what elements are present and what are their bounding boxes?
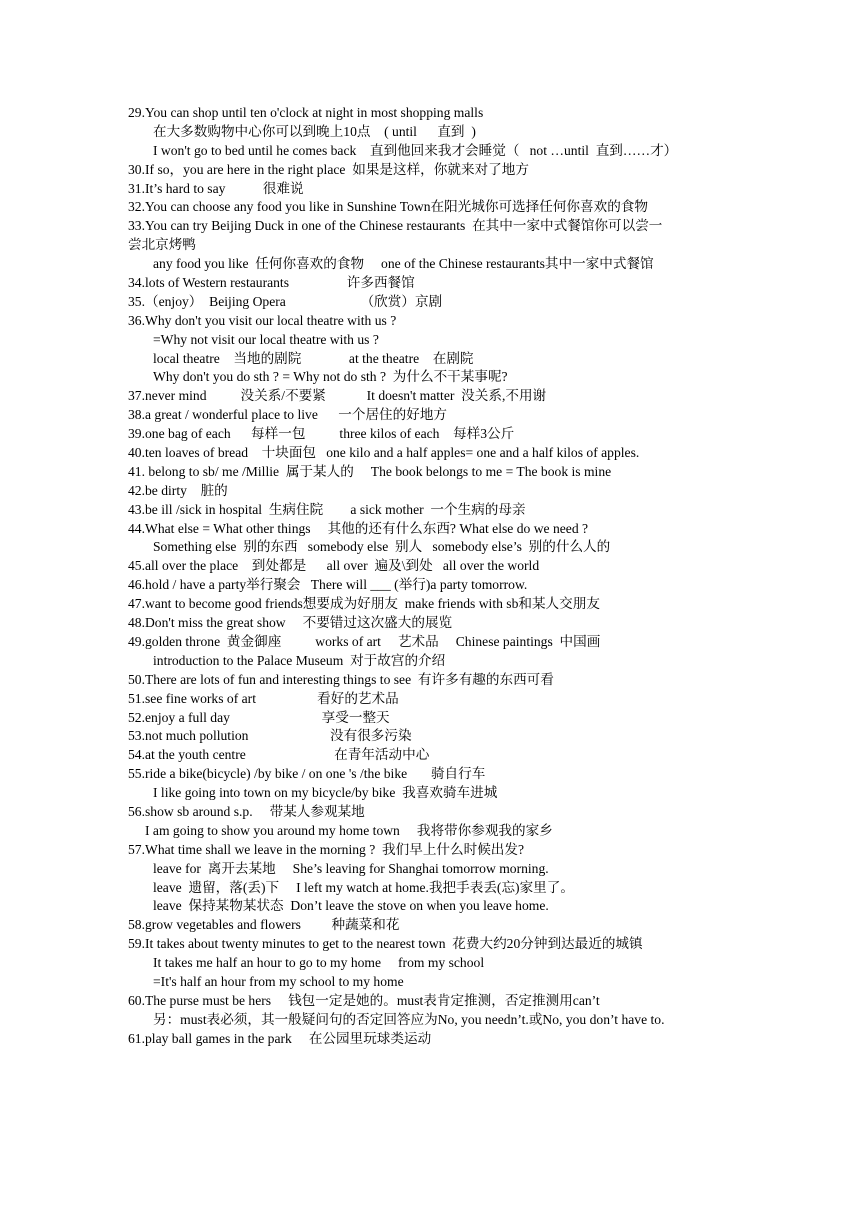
text-line: 36.Why don't you visit our local theatre with us ?: [128, 312, 397, 328]
text-line: It takes me half an hour to go to my home from my school: [153, 955, 485, 971]
text-line: 61.play ball games in the park 在公园里玩球类运动: [128, 1030, 432, 1046]
text-line: I am going to show you around my home town 我将带你参观我的家乡: [145, 822, 553, 838]
text-line: 57.What time shall we leave in the morning ? 我们早上什么时候出发?: [128, 841, 525, 857]
text-line: 31.It’s hard to say 很难说: [128, 180, 304, 196]
text-line: 48.Don't miss the great show 不要错过这次盛大的展览: [128, 615, 453, 631]
text-line: 41. belong to sb/ me /Millie 属于某人的 The book belongs to me = The book is mine: [128, 463, 612, 479]
text-line: 34.lots of Western restaurants 许多西餐馆: [128, 275, 415, 291]
text-line: introduction to the Palace Museum 对于故宫的介绍: [153, 652, 446, 668]
text-line: =Why not visit our local theatre with us ?: [153, 331, 379, 347]
text-line: local theatre 当地的剧院 at the theatre 在剧院: [153, 350, 474, 366]
text-line: 尝北京烤鸭: [128, 237, 196, 253]
text-line: 52.enjoy a full day 享受一整天: [128, 709, 390, 725]
text-line: 30.If so，you are here in the right place 如果是这样，你就来对了地方: [128, 161, 529, 177]
text-line: 55.ride a bike(bicycle) /by bike / on one 's /the bike 骑自行车: [128, 766, 486, 782]
text-line: 49.golden throne 黄金御座 works of art 艺术品 Chinese paintings 中国画: [128, 633, 601, 649]
text-line: 54.at the youth centre 在青年活动中心: [128, 747, 430, 763]
text-line: 58.grow vegetables and flowers 种蔬菜和花: [128, 917, 400, 933]
text-line: 59.It takes about twenty minutes to get to the nearest town 花费大约20分钟到达最近的城镇: [128, 936, 643, 952]
vocabulary-notes: [128, 104, 748, 1049]
text-line: Why don't you do sth ? = Why not do sth ? 为什么不干某事呢?: [153, 369, 508, 385]
text-line: I like going into town on my bicycle/by bike 我喜欢骑车进城: [153, 785, 498, 801]
text-line: 45.all over the place 到处都是 all over 遍及\到处 all over the world: [128, 558, 540, 574]
text-line: 56.show sb around s.p. 带某人参观某地: [128, 803, 365, 819]
text-line: 38.a great / wonderful place to live 一个居住的好地方: [128, 407, 448, 423]
text-line: 29.You can shop until ten o'clock at night in most shopping malls: [128, 105, 484, 120]
text-line: 44.What else = What other things 其他的还有什么东西? What else do we need ?: [128, 520, 589, 536]
text-line: =It's half an hour from my school to my home: [153, 973, 404, 989]
text-line: 42.be dirty 脏的: [128, 482, 228, 498]
text-line: leave 保持某物某状态 Don’t leave the stove on when you leave home.: [153, 898, 549, 914]
text-line: 53.not much pollution 没有很多污染: [128, 728, 412, 744]
text-line: 35.（enjoy） Beijing Opera （欣赏）京剧: [128, 293, 443, 309]
text-line: 50.There are lots of fun and interesting things to see 有许多有趣的东西可看: [128, 671, 554, 687]
text-line: I won't go to bed until he comes back 直到他回来我才会睡觉（ not …until 直到……才）: [153, 142, 678, 158]
text-line: any food you like 任何你喜欢的食物 one of the Chinese restaurants其中一家中式餐馆: [153, 256, 654, 272]
text-line: 40.ten loaves of bread 十块面包 one kilo and a half apples= one and a half kilos of apples.: [128, 445, 640, 461]
text-line: 46.hold / have a party举行聚会 There will ___ (举行)a party tomorrow.: [128, 577, 528, 593]
text-line: 39.one bag of each 每样一包 three kilos of each 每样3公斤: [128, 426, 515, 442]
text-line: leave for 离开去某地 She’s leaving for Shanghai tomorrow morning.: [153, 860, 549, 876]
text-line: 另：must表必须，其一般疑问句的否定回答应为No, you needn’t.或No, you don’t have to.: [153, 1011, 665, 1027]
text-line: 51.see fine works of art 看好的艺术品: [128, 690, 399, 706]
text-line: 32.You can choose any food you like in Sunshine Town在阳光城你可选择任何你喜欢的食物: [128, 199, 648, 215]
text-line: Something else 别的东西 somebody else 别人 somebody else’s 别的什么人的: [153, 539, 611, 555]
text-line: 37.never mind 没关系/不要紧 It doesn't matter 没关系,不用谢: [128, 388, 547, 404]
text-line: leave 遗留，落(丢)下 I left my watch at home.我把手表丢(忘)家里了。: [153, 879, 574, 895]
text-line: 33.You can try Beijing Duck in one of the Chinese restaurants 在其中一家中式餐馆你可以尝一: [128, 218, 663, 234]
text-line: 60.The purse must be hers 钱包一定是她的。must表肯定推测，否定推测用can’t: [128, 992, 600, 1008]
text-line: 43.be ill /sick in hospital 生病住院 a sick mother 一个生病的母亲: [128, 501, 526, 517]
text-line: 47.want to become good friends想要成为好朋友 make friends with sb和某人交朋友: [128, 596, 600, 612]
text-line: 在大多数购物中心你可以到晚上10点 ( until 直到 ): [153, 123, 476, 139]
